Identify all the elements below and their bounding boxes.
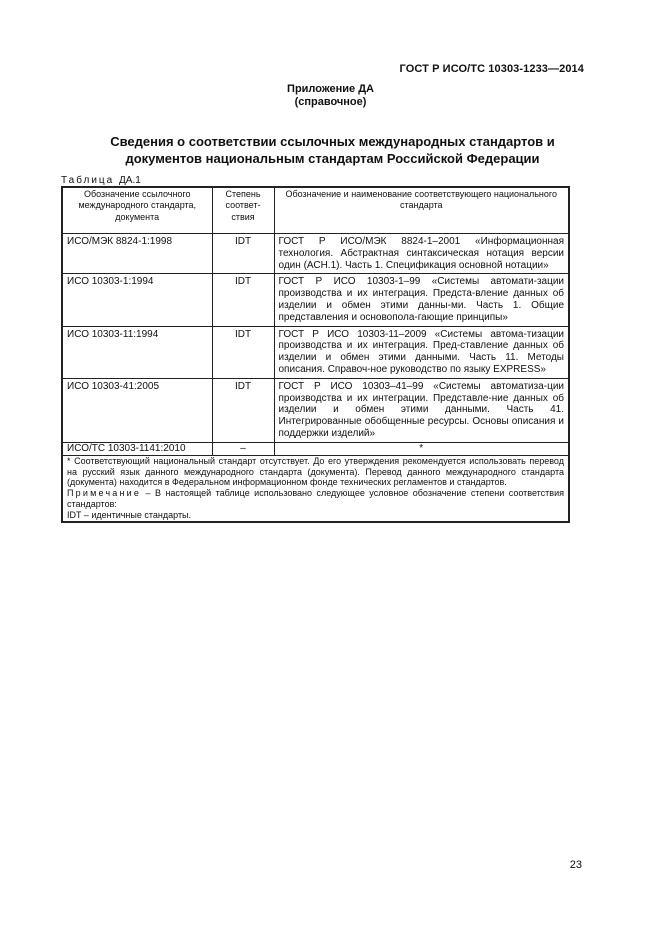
- national-standard-cell: *: [274, 442, 569, 455]
- note-text: – В настоящей таблице использовано следующее условное обозначение степени соответствия стандартов:: [67, 488, 564, 509]
- table-caption: [61, 175, 141, 186]
- table-caption-word: Таблица: [61, 175, 115, 186]
- national-standard-cell: ГОСТ Р ИСО/МЭК 8824-1–2001 «Информационная технология. Абстрактная синтаксическая нотация версии один (АСН.1). Часть 1. Спецификация основной нотации»: [274, 234, 569, 274]
- header-national-standard: Обозначение и наименование соответствующего национального стандарта: [274, 187, 569, 234]
- table-row: [62, 326, 569, 378]
- idt-definition: IDT – идентичные стандарты.: [67, 509, 192, 520]
- page-number: 23: [569, 859, 582, 871]
- section-title-line-1: Сведения о соответствии ссылочных международных стандартов и: [110, 134, 555, 149]
- annex-label: Приложение ДА: [287, 83, 374, 95]
- document-code: ГОСТ Р ИСО/ТС 10303-1233—2014: [399, 63, 584, 75]
- degree-cell: –: [212, 442, 274, 455]
- reference-standard-cell: ИСО 10303-11:1994: [62, 326, 212, 378]
- table-row: [62, 378, 569, 442]
- note-label: Примечание: [67, 488, 142, 499]
- national-standard-cell: ГОСТ Р ИСО 10303–41–99 «Системы автоматиза-ции производства и их интеграции. Представле-ние данных об изделии и обмен этими данными. Часть 41. Интегрированные обобщенные ресурсы. Основы описания и поддержки изделий»: [274, 378, 569, 442]
- annex-title: [0, 83, 661, 109]
- footnote: * Соответствующий национальный стандарт отсутствует. До его утверждения рекомендуется использовать перевод на русский язык данного международного стандарта (документа). Перевод данного международного стандарта (документа) находится в Федеральном информационном фонде технических регламентов и стандартов.: [67, 455, 564, 488]
- section-title: [60, 133, 605, 167]
- annex-type: (справочное): [294, 96, 367, 108]
- degree-cell: IDT: [212, 234, 274, 274]
- table-notes-row: [62, 455, 569, 521]
- national-standard-cell: ГОСТ Р ИСО 10303-11–2009 «Системы автома-тизации производства и их интеграция. Пред-ставление данных об изделии и обмен этими данными. Часть 11. Методы описания. Справоч-ное руководство по языку EXPRESS»: [274, 326, 569, 378]
- header-reference-standard: Обозначение ссылочного международного стандарта, документа: [62, 187, 212, 234]
- reference-standard-cell: ИСО/ТС 10303-1141:2010: [62, 442, 212, 455]
- national-standard-cell: ГОСТ Р ИСО 10303-1–99 «Системы автомати-зации производства и их интеграция. Предста-вление данных об изделии и обмен этими данны-ми. Часть 1. Общие представления и основопола-гающие принципы»: [274, 274, 569, 326]
- degree-cell: IDT: [212, 378, 274, 442]
- table-notes: [62, 455, 569, 521]
- degree-cell: IDT: [212, 326, 274, 378]
- reference-standard-cell: ИСО 10303-41:2005: [62, 378, 212, 442]
- note: [67, 488, 564, 510]
- correspondence-table: [61, 186, 570, 523]
- table-caption-number: ДА.1: [119, 175, 141, 186]
- table-row: [62, 234, 569, 274]
- section-title-line-2: документов национальным стандартам Российской Федерации: [125, 151, 540, 166]
- reference-standard-cell: ИСО/МЭК 8824-1:1998: [62, 234, 212, 274]
- reference-standard-cell: ИСО 10303-1:1994: [62, 274, 212, 326]
- degree-cell: IDT: [212, 274, 274, 326]
- table-row: [62, 442, 569, 455]
- table-row: [62, 274, 569, 326]
- table-header-row: [62, 187, 569, 234]
- header-degree: Степень соответ-ствия: [212, 187, 274, 234]
